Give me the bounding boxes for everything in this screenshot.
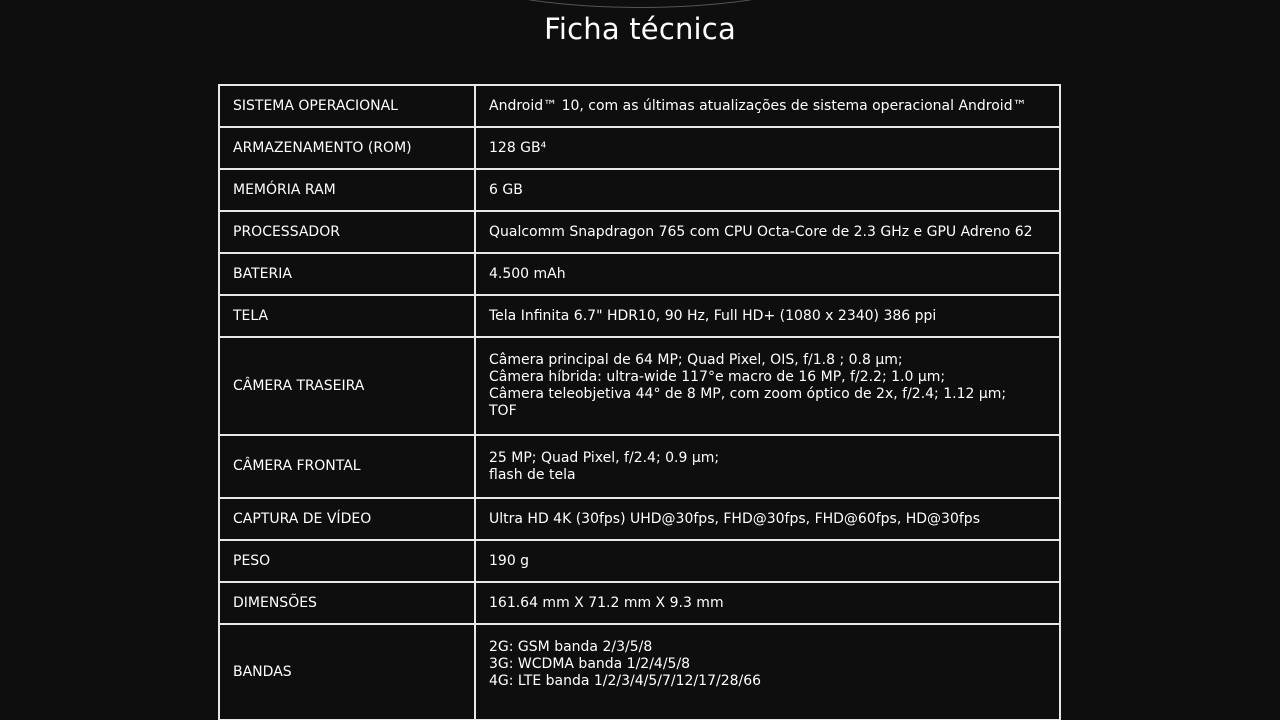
spec-value: 25 MP; Quad Pixel, f/2.4; 0.9 µm; flash de tela xyxy=(475,435,1060,498)
spec-value: Ultra HD 4K (30fps) UHD@30fps, FHD@30fps, FHD@60fps, HD@30fps xyxy=(475,498,1060,540)
spec-label: SISTEMA OPERACIONAL xyxy=(219,85,475,127)
spec-label: BATERIA xyxy=(219,253,475,295)
page-title: Ficha técnica xyxy=(544,12,736,46)
spec-label: PROCESSADOR xyxy=(219,211,475,253)
spec-label: MEMÓRIA RAM xyxy=(219,169,475,211)
spec-row-storage xyxy=(219,127,1060,169)
spec-row-rear-camera xyxy=(219,337,1060,435)
spec-row-weight xyxy=(219,540,1060,582)
spec-value: 4.500 mAh xyxy=(475,253,1060,295)
spec-row-bands xyxy=(219,624,1060,720)
spec-value: 128 GB⁴ xyxy=(475,127,1060,169)
decorative-arc xyxy=(360,0,920,8)
spec-label: CÂMERA FRONTAL xyxy=(219,435,475,498)
spec-value: Tela Infinita 6.7" HDR10, 90 Hz, Full HD+ (1080 x 2340) 386 ppi xyxy=(475,295,1060,337)
spec-row-ram xyxy=(219,169,1060,211)
spec-value: Câmera principal de 64 MP; Quad Pixel, OIS, f/1.8 ; 0.8 µm; Câmera híbrida: ultra-wide 117°e macro de 16 MP, f/2.2; 1.0 µm; Câmera teleobjetiva 44° de 8 MP, com zoom óptico de 2x, f/2.4; 1.12 µm; TOF xyxy=(475,337,1060,435)
spec-row-dimensions xyxy=(219,582,1060,624)
spec-label: ARMAZENAMENTO (ROM) xyxy=(219,127,475,169)
spec-value: 6 GB xyxy=(475,169,1060,211)
spec-row-video xyxy=(219,498,1060,540)
spec-table xyxy=(218,84,1061,720)
spec-label: BANDAS xyxy=(219,624,475,720)
spec-label: DIMENSÕES xyxy=(219,582,475,624)
spec-row-processor xyxy=(219,211,1060,253)
spec-label: CÂMERA TRASEIRA xyxy=(219,337,475,435)
spec-value: Android™ 10, com as últimas atualizações de sistema operacional Android™ xyxy=(475,85,1060,127)
spec-label: CAPTURA DE VÍDEO xyxy=(219,498,475,540)
spec-value: Qualcomm Snapdragon 765 com CPU Octa-Core de 2.3 GHz e GPU Adreno 62 xyxy=(475,211,1060,253)
spec-value: 2G: GSM banda 2/3/5/8 3G: WCDMA banda 1/2/4/5/8 4G: LTE banda 1/2/3/4/5/7/12/17/28/66 xyxy=(475,624,1060,720)
spec-row-os xyxy=(219,85,1060,127)
spec-value: 161.64 mm X 71.2 mm X 9.3 mm xyxy=(475,582,1060,624)
spec-row-battery xyxy=(219,253,1060,295)
spec-row-display xyxy=(219,295,1060,337)
spec-label: TELA xyxy=(219,295,475,337)
spec-label: PESO xyxy=(219,540,475,582)
spec-row-front-camera xyxy=(219,435,1060,498)
spec-value: 190 g xyxy=(475,540,1060,582)
